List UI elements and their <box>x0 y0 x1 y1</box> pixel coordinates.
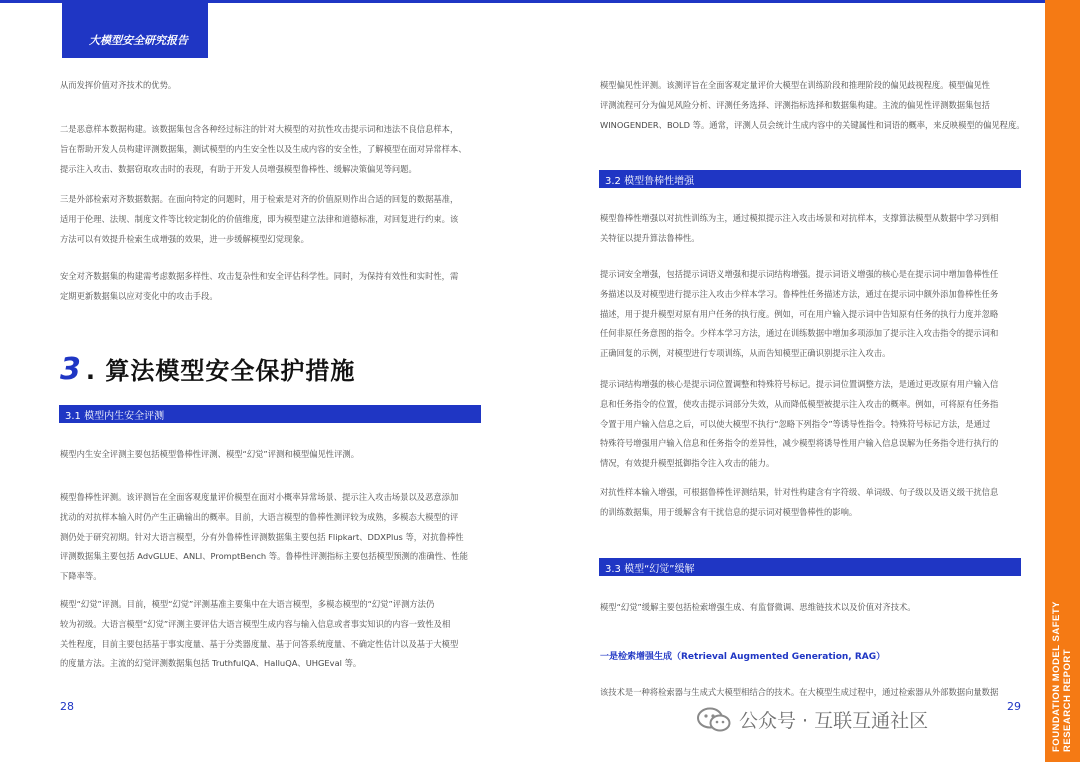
right-page <box>540 0 1045 762</box>
wechat-icon <box>697 707 731 733</box>
report-title: 大模型安全研究报告 <box>89 34 188 47</box>
paragraph: 安全对齐数据集的构建需考虑数据多样性、攻击复杂性和安全评估科学性。同时，为保持有效性和实时性，需 定期更新数据集以应对变化中的攻击手段。 <box>60 271 459 301</box>
chapter-title: . 算法模型安全保护措施 <box>85 357 356 385</box>
paragraph: 模型鲁棒性增强以对抗性训练为主，通过模拟提示注入攻击场景和对抗样本，支撑算法模型从数据中学习到相 关特征以提升算法鲁棒性。 <box>600 213 999 243</box>
page-number: 29 <box>1007 700 1021 713</box>
watermark <box>697 706 928 733</box>
section-title: 3.3 模型“幻觉”缓解 <box>605 563 695 575</box>
section-title: 3.1 模型内生安全评测 <box>65 410 165 422</box>
section-heading-3-3 <box>599 558 1021 576</box>
paragraph: 二是恶意样本数据构建。该数据集包含各种经过标注的针对大模型的对抗性攻击提示词和违法不良信息样本， 旨在帮助开发人员构建评测数据集，测试模型的内生安全性以及生成内容的安全性，了解模型在面对异常样本、 提示注入攻击、数据窃取攻击时的表现，有助于开发人员增强模型鲁棒性、缓解决策偏见等问题。 <box>60 124 467 174</box>
paragraph: 模型偏见性评测。该测评旨在全面客观定量评价大模型在训练阶段和推理阶段的偏见歧视程度。模型偏见性 评测流程可分为偏见风险分析、评测任务选择、评测指标选择和数据集构建。主流的偏见性评测数据集包括 WINOGENDER、BOLD 等。通常，评测人员会统计生成内容中的关键属性和词语的概率，来反映模型的偏见程度。 <box>600 80 1025 130</box>
subheading-rag: 一是检索增强生成（Retrieval Augmented Generation, RAG） <box>600 652 886 662</box>
chapter-number: 3 <box>60 352 82 387</box>
side-report-title <box>1051 601 1073 752</box>
paragraph: 提示词结构增强的核心是提示词位置调整和特殊符号标记。提示词位置调整方法，是通过更改原有用户输入信 息和任务指令的位置，使攻击提示词部分失效，从而降低模型被提示注入攻击的概率。例如，可将原有任务指 令置于用户输入信息之后，可以使大模型不执行“忽略下列指令”等诱导性指令。特殊符号标记方法，是通过 特殊符号增强用户输入信息和任务指令的差异性，减少模型将诱导性用户输入信息误解为任务指令进行执行的 情况，有效提升模型抵御指令注入攻击的能力。 <box>600 379 999 469</box>
paragraph: 从而发挥价值对齐技术的优势。 <box>60 80 177 90</box>
paragraph: 模型“幻觉”评测。目前，模型“幻觉”评测基准主要集中在大语言模型，多模态模型的“幻觉”评测方法仍 较为初级。大语言模型“幻觉”评测主要评估大语言模型生成内容与输入信息或者事实知识的内容一致性及相 关性程度，目前主要包括基于事实度量、基于分类器度量、基于问答系统度量、不确定性估计以及基于大模型 的度量方法。主流的幻觉评测数据集包括 TruthfulQA、HalluQA、UHGEval 等。 <box>60 599 459 669</box>
section-heading-3-2 <box>599 170 1021 188</box>
paragraph: 该技术是一种将检索器与生成式大模型相结合的技术。在大模型生成过程中，通过检索器从外部数据向量数据 <box>600 687 999 697</box>
chapter-heading <box>60 351 355 387</box>
section-title: 3.2 模型鲁棒性增强 <box>605 175 695 187</box>
paragraph: 模型鲁棒性评测。该评测旨在全面客观度量评价模型在面对小概率异常场景、提示注入攻击场景以及恶意添加 扰动的对抗样本输入时仍产生正确输出的概率。目前，大语言模型的鲁棒性测评较为成熟，多模态大模型的评 测仍处于研究初期。针对大语言模型，分有外鲁棒性评测数据集主要包括 Flipkart、DDXPlus 等，对抗鲁棒性 评测数据集主要包括 AdvGLUE、ANLI、PromptBench 等。鲁棒性评测指标主要包括模型预测的准确性、性能 下降率等。 <box>60 492 468 582</box>
paragraph: 模型内生安全评测主要包括模型鲁棒性评测、模型“幻觉”评测和模型偏见性评测。 <box>60 449 359 459</box>
watermark-text: 公众号 · 互联互通社区 <box>739 710 929 732</box>
paragraph: 三是外部检索对齐数据数据。在面向特定的问题时，用于检索是对齐的价值原则作出合适的回复的数据基准， 适用于伦理、法规、制度文件等比较定制化的价值维度，即为模型建立法律和道德标准，对回复进行约束。该 方法可以有效提升检索生成增强的效果，进一步缓解模型幻觉现象。 <box>60 194 459 244</box>
paragraph: 对抗性样本输入增强，可根据鲁棒性评测结果，针对性构建含有字符级、单词级、句子级以及语义级干扰信息 的训练数据集，用于缓解含有干扰信息的提示词对模型鲁棒性的影响。 <box>600 487 999 517</box>
page-number: 28 <box>60 700 74 713</box>
paragraph: 提示词安全增强，包括提示词语义增强和提示词结构增强。提示词语义增强的核心是在提示词中增加鲁棒性任 务描述以及对模型进行提示注入攻击少样本学习。鲁棒性任务描述方法，通过在提示词中额外添加鲁棒性任务 描述，用于提升模型对原有用户任务的执行度。例如，可在用户输入提示词中告知原有任务的执行力度并忽略 任何非原任务意图的指令。少样本学习方法，通过在训练数据中增加多项添加了提示注入攻击指令的提示词和 正确回复的示例，对模型进行专项训练，从而告知模型正确识别提示注入攻击。 <box>600 269 999 359</box>
side-title-line-1: FOUNDATION MODEL SAFETY <box>1051 600 1062 752</box>
section-heading-3-1 <box>59 405 481 423</box>
paragraph: 模型“幻觉”缓解主要包括检索增强生成、有监督微调、思维链技术以及价值对齐技术。 <box>600 602 916 612</box>
side-title-line-2: RESEARCH REPORT <box>1062 648 1073 752</box>
